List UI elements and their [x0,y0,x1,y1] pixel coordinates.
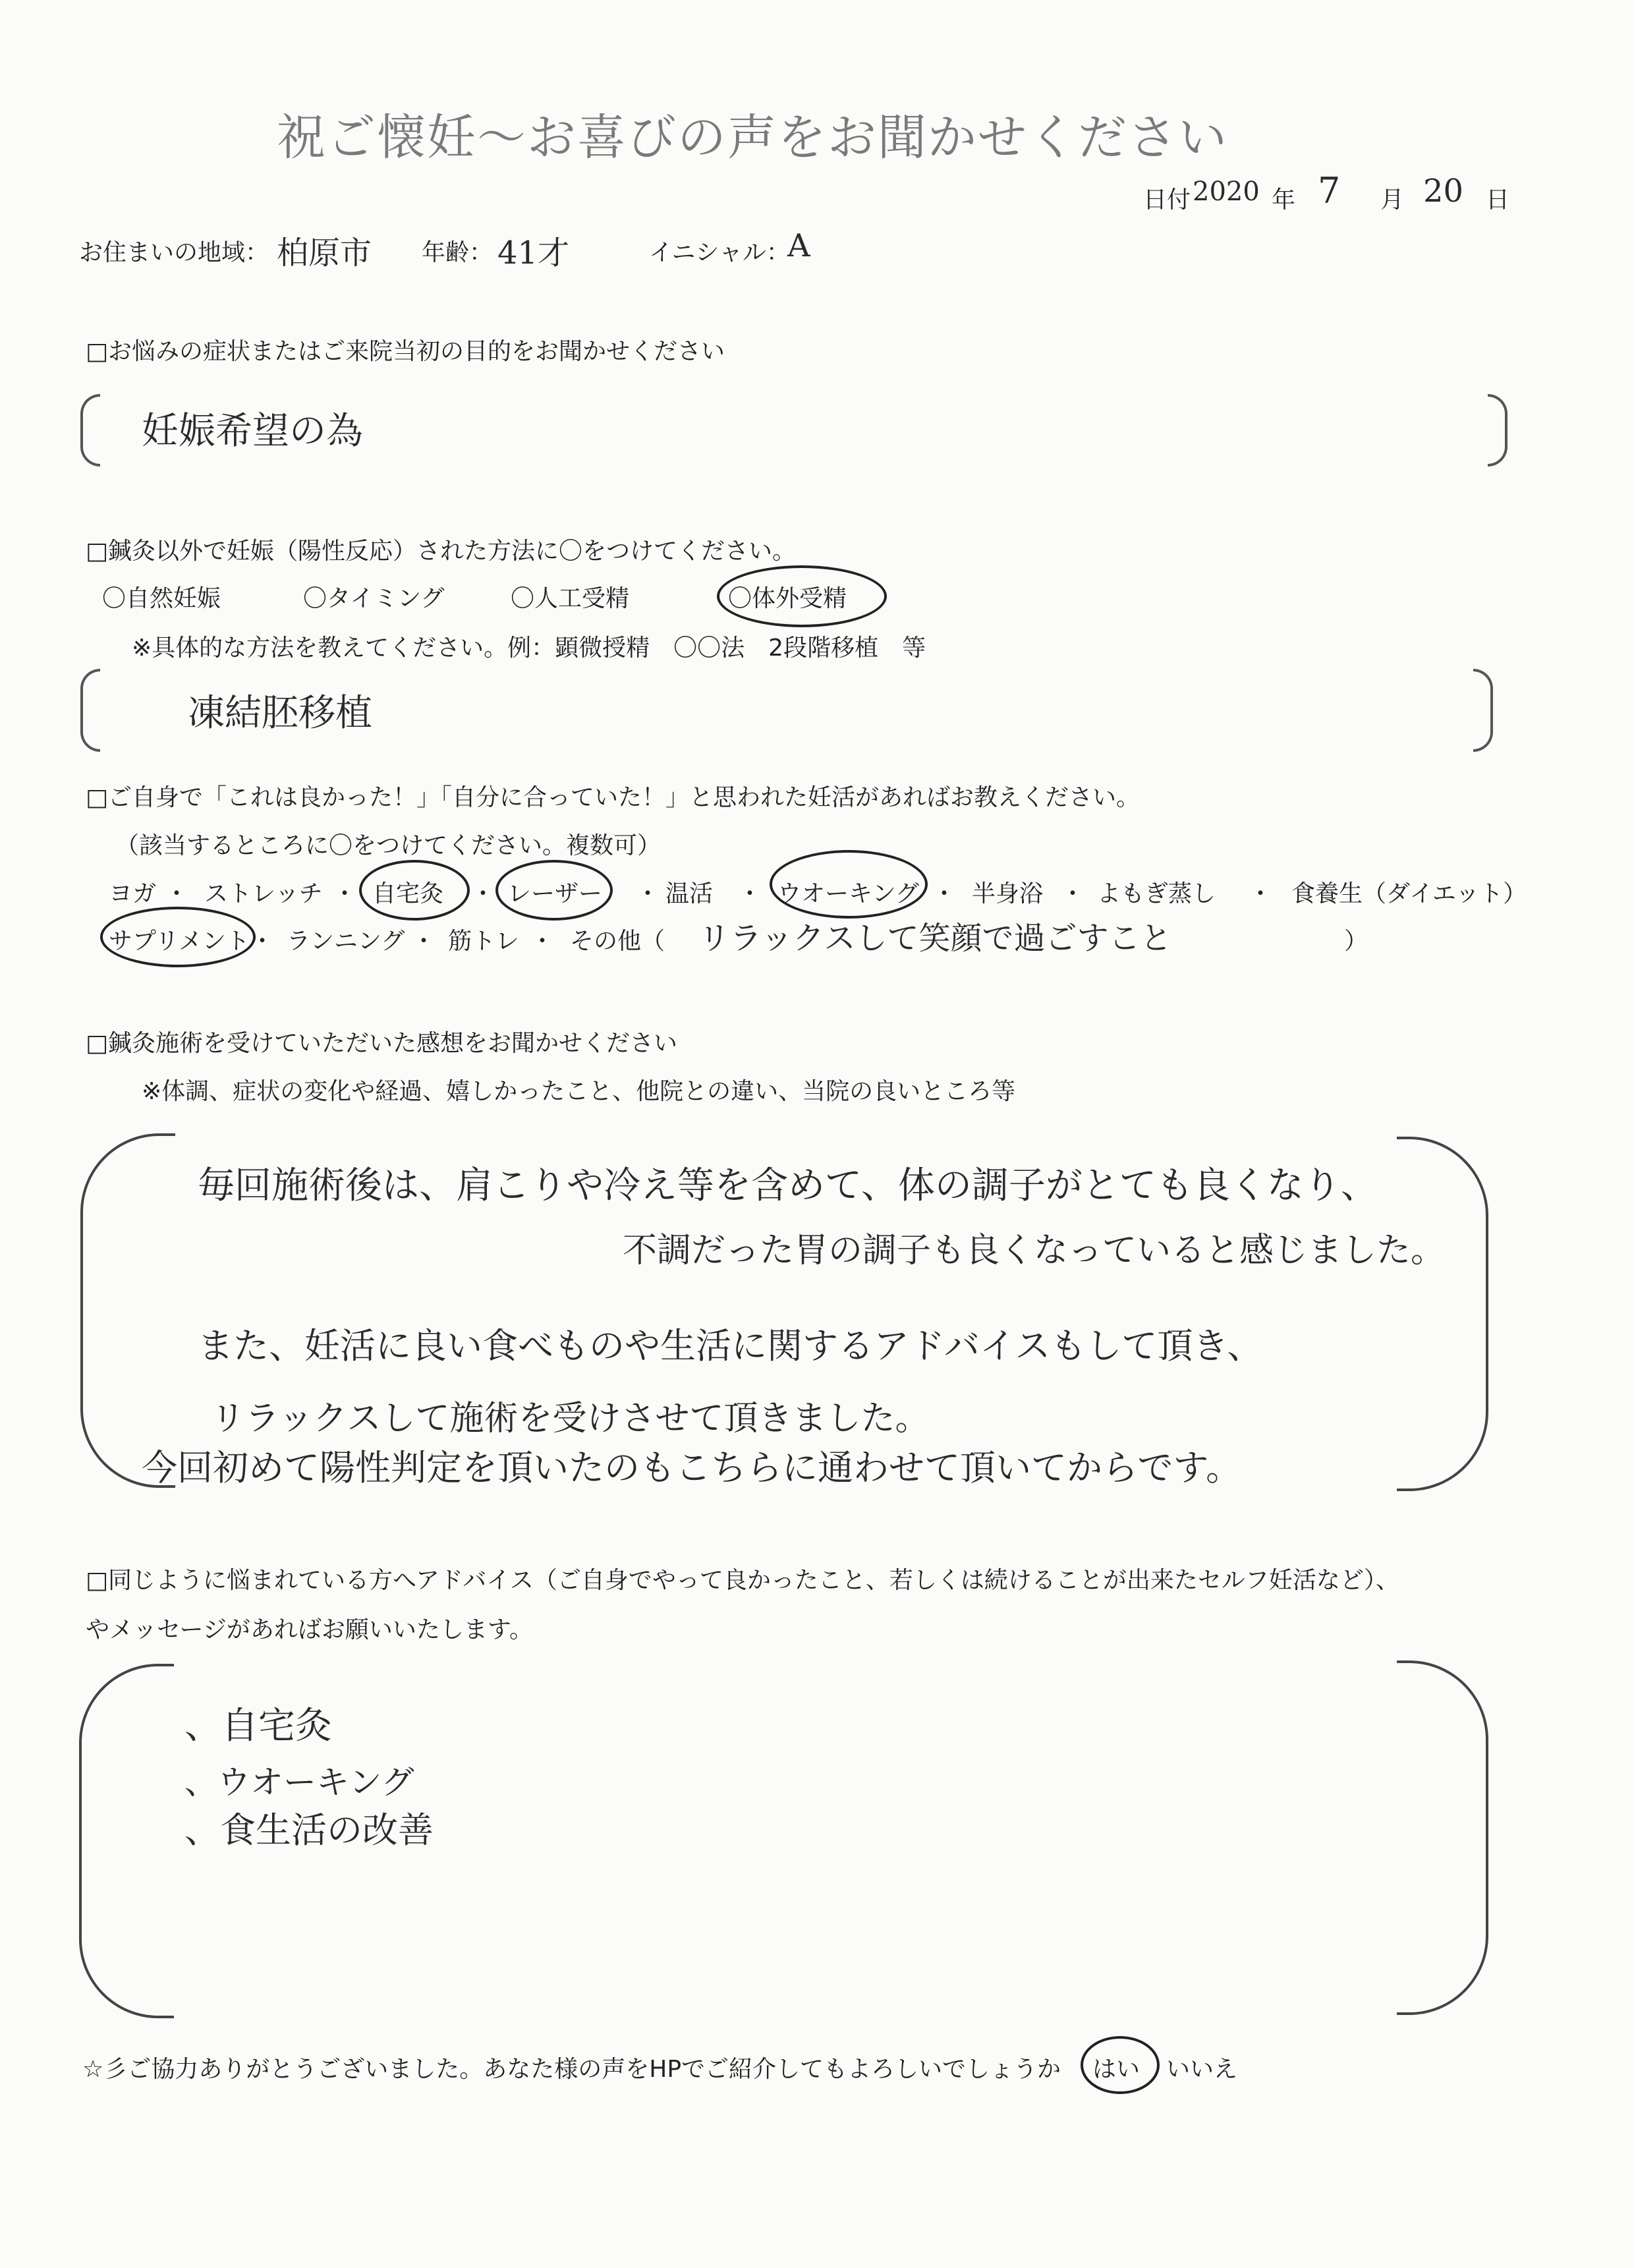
date-day-unit: 日 [1486,186,1510,213]
q4-answer-line-3: また、妊活に良い食べものや生活に関するアドバイスもして頂き、 [198,1325,1263,1367]
q3-sep: ・ [636,880,660,907]
q2-label: □鍼灸以外で妊娠（陽性反応）された方法に〇をつけてください。 [86,538,797,565]
date-month: 7 [1318,170,1341,212]
q3-item-running: ランニング [287,928,405,955]
q4-note: ※体調、症状の変化や経過、嬉しかったこと、他院との違い、当院の良いところ等 [142,1078,1016,1105]
q3-other-value: リラックスして笑顔で過ごすこと [698,920,1172,957]
q3-label: □ご自身で「これは良かった！」「自分に合っていた！」と思われた妊活があればお教えください。 [86,784,1141,811]
date-prefix: 日付 [1143,186,1191,213]
date-month-unit: 月 [1380,186,1405,213]
page-title: 祝ご懐妊～お喜びの声をお聞かせください [277,109,1228,166]
q2-option-timing: 〇タイミング [303,585,445,612]
q3-sep: ・ [1061,880,1085,907]
q3-item-yoga: ヨガ [109,880,157,907]
q5-label-2: やメッセージがあればお願いいたします。 [86,1616,533,1643]
date-year-unit: 年 [1272,186,1296,213]
selection-circle [770,850,928,919]
q3-sep: ・ [333,880,357,907]
initial-label: イニシャル： [649,239,790,266]
q4-answer-line-2: 不調だった胃の調子も良くなっていると感じました。 [623,1231,1446,1270]
selection-circle [100,907,256,967]
q1-bracket-right [1488,394,1507,467]
date-year: 2020 [1193,177,1260,207]
q1-answer: 妊娠希望の為 [142,410,363,453]
q4-bracket-right [1397,1137,1488,1491]
q3-item-home-moxa: 自宅灸 [372,880,444,907]
q2-option-ivf: 〇体外受精 [728,585,847,612]
area-value: 柏原市 [277,235,372,271]
q3-other-label: その他（ [570,928,665,955]
selection-circle [717,565,887,627]
q3-item-half-bath: 半身浴 [972,880,1044,907]
footer-no: いいえ [1166,2056,1238,2083]
q5-answer-line-2: 、ウオーキング [184,1763,414,1801]
q5-answer-line-3: 、食生活の改善 [184,1809,434,1851]
q2-option-artificial: 〇人工受精 [511,585,630,612]
age-label: 年齢： [422,239,493,266]
q1-bracket-left [80,394,100,467]
q3-sep: ・ [932,880,957,907]
q5-bracket-left [79,1664,174,2018]
selection-circle [495,860,613,921]
q4-label: □鍼灸施術を受けていただいた感想をお聞かせください [86,1030,678,1057]
q3-item-training: 筋トレ [448,928,520,955]
q5-bracket-right [1397,1660,1488,2015]
q3-item-laser: レーザー [507,880,603,907]
q1-label: □お悩みの症状またはご来院当初の目的をお聞かせください [86,338,725,365]
area-label: お住まいの地域： [79,239,269,266]
q3-sep: ・ [1249,880,1273,907]
q3-sep: ・ [165,880,189,907]
q3-item-mugwort-steam: よもぎ蒸し [1097,880,1216,907]
q3-sep: ・ [471,880,495,907]
q3-item-warming: 温活 [665,880,714,907]
footer-yes: はい [1092,2056,1141,2083]
q3-sep: ・ [412,928,436,955]
q4-bracket-left [80,1133,175,1488]
selection-circle [1081,2036,1160,2094]
initial-value: A [787,227,810,264]
date-day: 20 [1423,173,1464,210]
q2-answer: 凍結胚移植 [188,692,372,735]
q3-sep: ・ [250,928,275,955]
q4-answer-line-4: リラックスして施術を受けさせて頂きました。 [211,1399,930,1438]
q2-note: ※具体的な方法を教えてください。例：顕微授精 〇〇法 2段階移植 等 [132,635,926,662]
q5-label: □同じように悩まれている方へアドバイス（ご自身でやって良かったこと、若しくは続けることが出来たセルフ妊活など）、 [86,1567,1399,1594]
q5-answer-line-1: 、自宅灸 [184,1705,332,1747]
q3-other-close: ） [1344,928,1368,955]
q4-answer-line-5: 今回初めて陽性判定を頂いたのもこちらに通わせて頂いてからです。 [142,1447,1242,1488]
q3-item-diet: 食養生（ダイエット） [1291,880,1527,907]
q4-answer-line-1: 毎回施術後は、肩こりや冷え等を含めて、体の調子がとても良くなり、 [198,1164,1378,1207]
q3-note: （該当するところに〇をつけてください。複数可） [115,832,662,859]
q3-sep: ・ [530,928,555,955]
q2-bracket-right [1473,669,1493,752]
q3-item-supplement: サプリメント [109,928,250,955]
q2-bracket-left [80,669,100,752]
q3-item-walking: ウオーキング [777,880,919,907]
selection-circle [359,860,470,921]
q2-option-natural: 〇自然妊娠 [102,585,221,612]
footer-text: ☆彡ご協力ありがとうございました。あなた様の声をHPでご紹介してもよろしいでしょうか [82,2056,1061,2083]
q3-sep: ・ [738,880,762,907]
age-value: 41才 [497,235,570,271]
q3-item-stretch: ストレッチ [204,880,323,907]
